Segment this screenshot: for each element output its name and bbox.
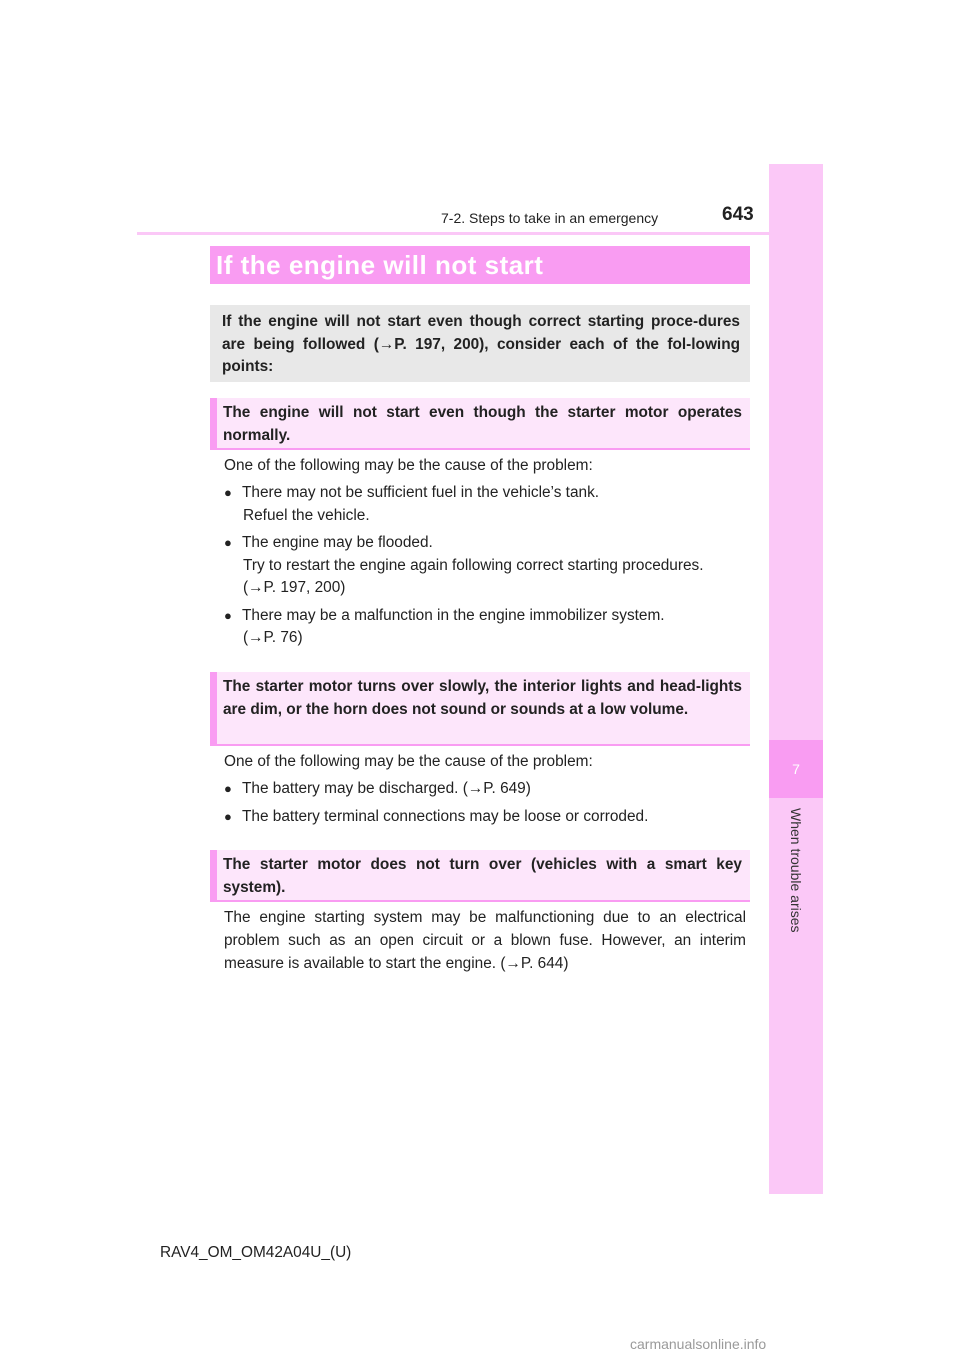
subheading-starter-normal: The engine will not start even though the starter motor operates normally. bbox=[210, 398, 750, 450]
intro-box: If the engine will not start even though correct starting proce-dures are being followed (→P. 197, 200), consider each of the fol-lowing points: bbox=[210, 305, 750, 382]
subheading-starter-slow: The starter motor turns over slowly, the interior lights and head-lights are dim, or the horn does not sound or sounds at a low volume. bbox=[210, 672, 750, 746]
header-divider bbox=[137, 232, 823, 235]
chapter-side-tab bbox=[769, 164, 823, 1194]
section-title: 7-2. Steps to take in an emergency bbox=[441, 210, 659, 226]
list-item: ● There may be a malfunction in the engine immobilizer system. bbox=[224, 605, 665, 627]
list-item: ● The engine may be flooded. bbox=[224, 532, 433, 554]
list-item: ● The battery may be discharged. (→P. 649) bbox=[224, 778, 531, 800]
bullet-icon: ● bbox=[224, 535, 232, 550]
page-heading: If the engine will not start bbox=[210, 246, 750, 284]
list-item: ● The battery terminal connections may be loose or corroded. bbox=[224, 806, 648, 828]
page-reference-link[interactable]: (→P. 197, 200) bbox=[243, 579, 346, 596]
chapter-title-label: When trouble arises bbox=[788, 808, 804, 933]
section-3-paragraph: The engine starting system may be malfunctioning due to an electrical problem such as an open circuit or a blown fuse. However, an interim measure is available to start the engine. (→P. 644) bbox=[224, 909, 746, 972]
watermark-text: carmanualsonline.info bbox=[630, 1336, 767, 1352]
list-item: ● There may not be sufficient fuel in the vehicle’s tank. bbox=[224, 482, 599, 504]
bullet-icon: ● bbox=[224, 608, 232, 623]
bullet-icon: ● bbox=[224, 781, 232, 796]
page-reference-link[interactable]: (→P. 76) bbox=[243, 629, 303, 646]
bullet-icon: ● bbox=[224, 485, 232, 500]
section-2-lead: One of the following may be the cause of the problem: bbox=[224, 753, 593, 770]
list-item-detail: Refuel the vehicle. bbox=[243, 507, 370, 524]
bullet-icon: ● bbox=[224, 809, 232, 824]
document-code: RAV4_OM_OM42A04U_(U) bbox=[160, 1244, 352, 1261]
chapter-number-badge: 7 bbox=[769, 740, 823, 798]
list-item-detail: Try to restart the engine again following correct starting procedures. bbox=[243, 557, 704, 574]
section-1-lead: One of the following may be the cause of the problem: bbox=[224, 457, 593, 474]
subheading-starter-no-turn: The starter motor does not turn over (vehicles with a smart key system). bbox=[210, 850, 750, 902]
page-number: 643 bbox=[722, 204, 754, 225]
